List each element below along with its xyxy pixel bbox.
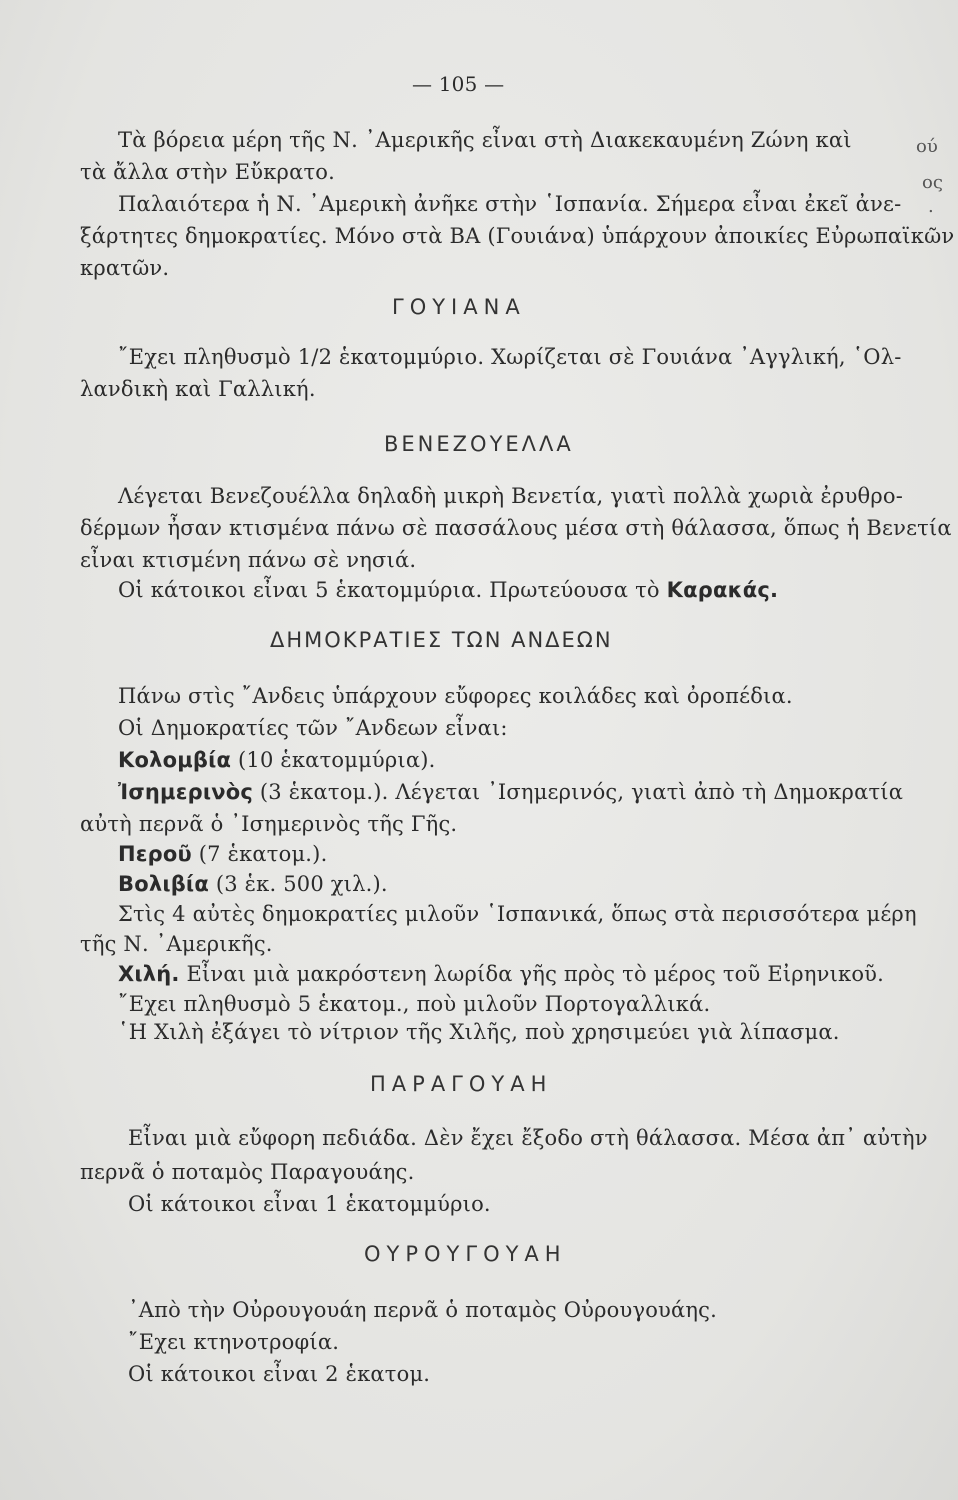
text-line: Πάνω στὶς ῎Ανδεις ὑπάρχουν εὔφορες κοιλάδες καὶ ὀροπέδια.: [118, 684, 793, 708]
text-span: (10 ἑκατομμύρια).: [231, 748, 436, 772]
margin-fragment: .: [928, 196, 934, 217]
text-line: ᾿Απὸ τὴν Οὐρουγουάη περνᾶ ὁ ποταμὸς Οὐρουγουάης.: [128, 1298, 717, 1322]
bold-term: Περοῦ: [118, 842, 192, 866]
section-heading-guiana: ΓΟΥΙΑΝΑ: [392, 295, 526, 319]
text-line: Οἱ Δημοκρατίες τῶν ῎Ανδεων εἶναι:: [118, 716, 508, 740]
text-span: (7 ἑκατομ.).: [191, 842, 328, 866]
section-heading-venezuela: ΒΕΝΕΖΟΥΕΛΛΑ: [384, 432, 574, 456]
text-line: λανδικὴ καὶ Γαλλική.: [80, 377, 316, 401]
bold-term: Ἰσημερινὸς: [118, 780, 253, 804]
text-line: περνᾶ ὁ ποταμὸς Παραγουάης.: [80, 1160, 415, 1184]
text-line: [118, 872, 388, 896]
section-heading-andes: ΔΗΜΟΚΡΑΤΙΕΣ ΤΩΝ ΑΝΔΕΩΝ: [270, 628, 613, 652]
text-line: [118, 578, 778, 602]
text-line: Παλαιότερα ἡ Ν. ᾿Αμερικὴ ἀνῆκε στὴν ῾Ισπανία. Σήμερα εἶναι ἐκεῖ ἀνε-: [118, 192, 902, 216]
text-line: εἶναι κτισμένη πάνω σὲ νησιά.: [80, 548, 417, 572]
bold-term: Κολομβία: [118, 748, 232, 772]
text-line: ξάρτητες δημοκρατίες. Μόνο στὰ ΒΑ (Γουιάνα) ὑπάρχουν ἀποικίες Εὐρωπαϊκῶν: [80, 224, 955, 248]
text-line: Λέγεται Βενεζουέλλα δηλαδὴ μικρὴ Βενετία, γιατὶ πολλὰ χωριὰ ἐρυθρο-: [118, 484, 904, 508]
section-heading-uruguay: ΟΥΡΟΥΓΟΥΑΗ: [364, 1242, 567, 1266]
bold-term: Χιλή.: [118, 962, 180, 986]
text-line: Οἱ κάτοικοι εἶναι 2 ἑκατομ.: [128, 1362, 431, 1386]
text-span: Εἶναι μιὰ μακρόστενη λωρίδα γῆς πρὸς τὸ μέρος τοῦ Εἰρηνικοῦ.: [179, 962, 885, 986]
margin-fragment: ού: [916, 136, 938, 157]
text-line: αὐτὴ περνᾶ ὁ ᾿Ισημερινὸς τῆς Γῆς.: [80, 812, 458, 836]
bold-term: Βολιβία: [118, 872, 209, 896]
text-line: [118, 842, 327, 866]
text-line: τὰ ἄλλα στὴν Εὔκρατο.: [80, 160, 335, 184]
text-line: [118, 748, 436, 772]
text-line: τῆς Ν. ᾿Αμερικῆς.: [80, 932, 273, 956]
bold-term: Καρακάς.: [666, 578, 779, 602]
section-heading-paraguay: ΠΑΡΑΓΟΥΑΗ: [370, 1072, 553, 1096]
text-line: δέρμων ἦσαν κτισμένα πάνω σὲ πασσάλους μέσα στὴ θάλασσα, ὅπως ἡ Βενετία: [80, 516, 952, 540]
text-line: Τὰ βόρεια μέρη τῆς Ν. ᾿Αμερικῆς εἶναι στὴ Διακεκαυμένη Ζώνη καὶ: [118, 128, 852, 152]
text-line: Οἱ κάτοικοι εἶναι 1 ἑκατομμύριο.: [128, 1192, 491, 1216]
page-number: — 105 —: [412, 72, 505, 96]
text-line: κρατῶν.: [80, 256, 170, 280]
text-line: ῎Εχει πληθυσμὸ 1/2 ἑκατομμύριο. Χωρίζεται σὲ Γουιάνα ᾿Αγγλική, ῾Ολ-: [118, 345, 902, 369]
text-line: ῾Η Χιλὴ ἐξάγει τὸ νίτριον τῆς Χιλῆς, ποὺ χρησιμεύει γιὰ λίπασμα.: [118, 1020, 840, 1044]
text-span: Οἱ κάτοικοι εἶναι 5 ἑκατομμύρια. Πρωτεύουσα τὸ: [118, 578, 667, 602]
text-line: ῎Εχει κτηνοτροφία.: [128, 1330, 340, 1354]
text-span: (3 ἑκ. 500 χιλ.).: [208, 872, 388, 896]
text-span: (3 ἑκατομ.). Λέγεται ᾿Ισημερινός, γιατὶ ἀπὸ τὴ Δημοκρατία: [253, 780, 904, 804]
text-line: Εἶναι μιὰ εὔφορη πεδιάδα. Δὲν ἔχει ἔξοδο στὴ θάλασσα. Μέσα ἀπ᾿ αὐτὴν: [128, 1126, 928, 1150]
margin-fragment: ος: [922, 172, 943, 193]
text-line: [118, 780, 903, 804]
text-line: ῎Εχει πληθυσμὸ 5 ἑκατομ., ποὺ μιλοῦν Πορτογαλλικά.: [118, 992, 711, 1016]
text-line: [118, 962, 884, 986]
text-line: Στὶς 4 αὐτὲς δημοκρατίες μιλοῦν ῾Ισπανικά, ὅπως στὰ περισσότερα μέρη: [118, 902, 917, 926]
